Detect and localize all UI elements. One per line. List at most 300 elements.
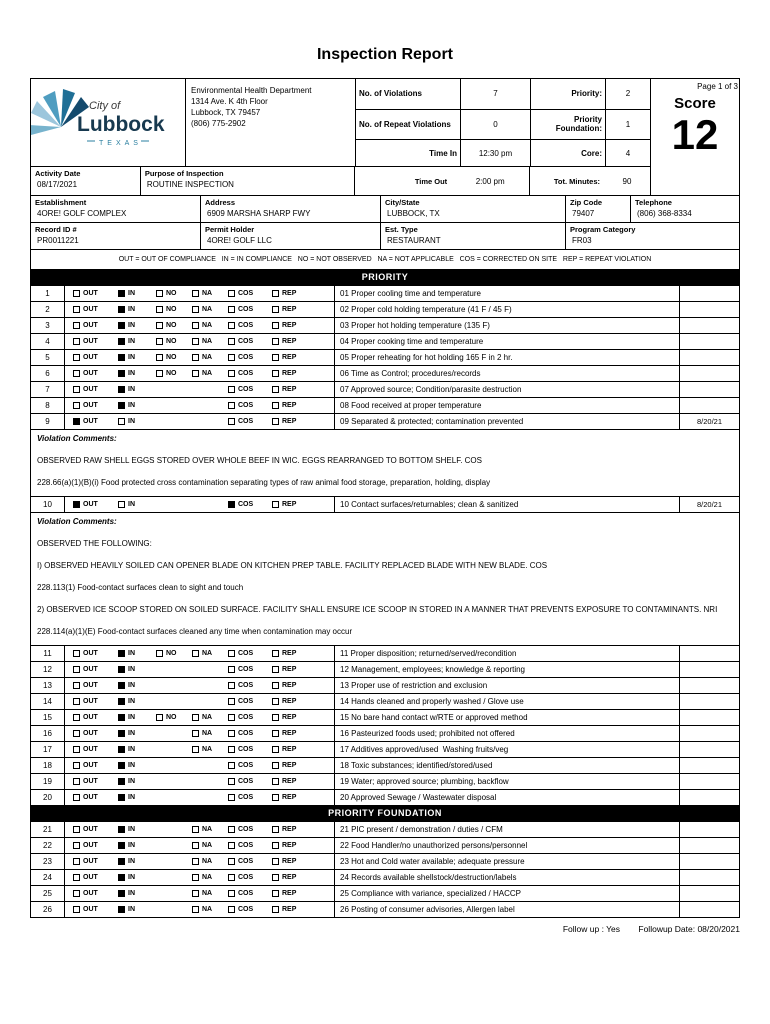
permit-holder-label: Permit Holder bbox=[205, 225, 255, 234]
est-type-cell bbox=[381, 223, 566, 249]
item-description: 22 Food Handler/no unauthorized persons/personnel bbox=[340, 841, 528, 850]
checkbox-na[interactable] bbox=[192, 858, 199, 865]
time-out-label: Time Out bbox=[414, 176, 448, 186]
checkbox-label-na: NA bbox=[202, 826, 213, 833]
checkbox-in[interactable] bbox=[118, 650, 125, 657]
checkbox-slot-rep bbox=[272, 338, 312, 345]
checkbox-out[interactable] bbox=[73, 778, 80, 785]
checkbox-slot-cos bbox=[228, 682, 272, 689]
department-info bbox=[186, 79, 356, 166]
item-checkboxes bbox=[65, 774, 335, 789]
checkbox-label-out: OUT bbox=[83, 418, 98, 425]
checkbox-label-in: IN bbox=[128, 874, 135, 881]
checkbox-slot-in bbox=[118, 778, 156, 785]
inspection-item-row-8 bbox=[31, 397, 739, 413]
checkbox-slot-cos bbox=[228, 746, 272, 753]
checkbox-out[interactable] bbox=[73, 890, 80, 897]
record-id-label: Record ID # bbox=[35, 225, 77, 234]
checkbox-label-out: OUT bbox=[83, 858, 98, 865]
checkbox-rep[interactable] bbox=[272, 794, 279, 801]
checkbox-cos[interactable] bbox=[228, 306, 235, 313]
checkbox-rep[interactable] bbox=[272, 338, 279, 345]
checkbox-slot-no bbox=[156, 650, 192, 657]
item-correction-date bbox=[679, 398, 739, 413]
checkbox-in[interactable] bbox=[118, 874, 125, 881]
checkbox-label-out: OUT bbox=[83, 338, 98, 345]
checkbox-in[interactable] bbox=[118, 322, 125, 329]
report-table bbox=[30, 78, 740, 918]
checkbox-cos[interactable] bbox=[228, 746, 235, 753]
followup-date: Followup Date: 08/20/2021 bbox=[638, 924, 740, 934]
checkbox-in[interactable] bbox=[118, 290, 125, 297]
item-checkboxes bbox=[65, 497, 335, 512]
checkbox-label-cos: COS bbox=[238, 890, 254, 897]
checkbox-rep[interactable] bbox=[272, 650, 279, 657]
checkbox-label-na: NA bbox=[202, 370, 213, 377]
checkbox-slot-cos bbox=[228, 666, 272, 673]
checkbox-out[interactable] bbox=[73, 698, 80, 705]
checkbox-slot-out bbox=[73, 306, 118, 313]
checkbox-rep[interactable] bbox=[272, 354, 279, 361]
checkbox-in[interactable] bbox=[118, 794, 125, 801]
checkbox-in[interactable] bbox=[118, 890, 125, 897]
checkbox-out[interactable] bbox=[73, 874, 80, 881]
checkbox-slot-out bbox=[73, 842, 118, 849]
item-description: 13 Proper use of restriction and exclusion bbox=[340, 681, 488, 690]
inspection-item-row-13 bbox=[31, 677, 739, 693]
inspection-item-row-25 bbox=[31, 885, 739, 901]
permit-holder-cell bbox=[201, 223, 381, 249]
item-correction-date bbox=[679, 382, 739, 397]
checkbox-out[interactable] bbox=[73, 762, 80, 769]
checkbox-label-rep: REP bbox=[282, 322, 297, 329]
checkbox-cos[interactable] bbox=[228, 778, 235, 785]
checkbox-out[interactable] bbox=[73, 370, 80, 377]
checkbox-cos[interactable] bbox=[228, 402, 235, 409]
checkbox-rep[interactable] bbox=[272, 402, 279, 409]
checkbox-na[interactable] bbox=[192, 290, 199, 297]
score-value: 12 bbox=[671, 111, 719, 158]
checkbox-in[interactable] bbox=[118, 338, 125, 345]
checkbox-out[interactable] bbox=[73, 746, 80, 753]
checkbox-out[interactable] bbox=[73, 666, 80, 673]
inspection-item-row-10 bbox=[31, 496, 739, 512]
checkbox-slot-rep bbox=[272, 682, 312, 689]
checkbox-in[interactable] bbox=[118, 858, 125, 865]
checkbox-slot-out bbox=[73, 418, 118, 425]
core-label: Core: bbox=[531, 140, 606, 166]
checkbox-label-in: IN bbox=[128, 650, 135, 657]
checkbox-cos[interactable] bbox=[228, 714, 235, 721]
item-correction-date bbox=[679, 726, 739, 741]
checkbox-na[interactable] bbox=[192, 842, 199, 849]
checkbox-in[interactable] bbox=[118, 746, 125, 753]
checkbox-out[interactable] bbox=[73, 386, 80, 393]
followup-line bbox=[30, 924, 740, 934]
item-checkboxes bbox=[65, 790, 335, 805]
item-checkboxes bbox=[65, 334, 335, 349]
checkbox-rep[interactable] bbox=[272, 666, 279, 673]
checkbox-cos[interactable] bbox=[228, 794, 235, 801]
checkbox-cos[interactable] bbox=[228, 874, 235, 881]
checkbox-na[interactable] bbox=[192, 826, 199, 833]
item-number: 12 bbox=[31, 662, 65, 677]
item-correction-date bbox=[679, 758, 739, 773]
checkbox-out[interactable] bbox=[73, 730, 80, 737]
checkbox-label-in: IN bbox=[128, 730, 135, 737]
zip-code-value: 79407 bbox=[572, 209, 595, 218]
checkbox-na[interactable] bbox=[192, 354, 199, 361]
violation-comment-text: 228.66(a)(1)(B)(i) Food protected cross contamination separating types of raw animal food storage, preparation, holding, display bbox=[37, 478, 491, 487]
inspection-item-row-17 bbox=[31, 741, 739, 757]
checkbox-cos[interactable] bbox=[228, 842, 235, 849]
checkbox-na[interactable] bbox=[192, 306, 199, 313]
item-number: 7 bbox=[31, 382, 65, 397]
checkbox-cos[interactable] bbox=[228, 338, 235, 345]
checkbox-na[interactable] bbox=[192, 650, 199, 657]
checkbox-rep[interactable] bbox=[272, 501, 279, 508]
checkbox-slot-na bbox=[192, 370, 228, 377]
checkbox-slot-out bbox=[73, 714, 118, 721]
checkbox-out[interactable] bbox=[73, 501, 80, 508]
checkbox-label-na: NA bbox=[202, 338, 213, 345]
inspection-item-row-1 bbox=[31, 285, 739, 301]
checkbox-label-no: NO bbox=[166, 290, 177, 297]
checkbox-out[interactable] bbox=[73, 826, 80, 833]
checkbox-rep[interactable] bbox=[272, 730, 279, 737]
checkbox-out[interactable] bbox=[73, 794, 80, 801]
page-number-label: Page 1 of 3 bbox=[697, 82, 738, 91]
checkbox-cos[interactable] bbox=[228, 906, 235, 913]
checkbox-cos[interactable] bbox=[228, 650, 235, 657]
checkbox-in[interactable] bbox=[118, 354, 125, 361]
checkbox-rep[interactable] bbox=[272, 418, 279, 425]
checkbox-rep[interactable] bbox=[272, 682, 279, 689]
checkbox-cos[interactable] bbox=[228, 354, 235, 361]
checkbox-rep[interactable] bbox=[272, 322, 279, 329]
checkbox-in[interactable] bbox=[118, 306, 125, 313]
item-correction-date bbox=[679, 710, 739, 725]
checkbox-out[interactable] bbox=[73, 418, 80, 425]
total-minutes-cell bbox=[530, 167, 650, 195]
checkbox-slot-na bbox=[192, 714, 228, 721]
item-number: 17 bbox=[31, 742, 65, 757]
checkbox-cos[interactable] bbox=[228, 290, 235, 297]
total-minutes-label: Tot. Minutes: bbox=[553, 176, 600, 186]
item-description: 09 Separated & protected; contamination prevented bbox=[340, 417, 524, 426]
violations-value: 7 bbox=[461, 79, 531, 109]
checkbox-na[interactable] bbox=[192, 338, 199, 345]
priority-label: Priority: bbox=[531, 79, 606, 109]
checkbox-label-na: NA bbox=[202, 322, 213, 329]
checkbox-label-rep: REP bbox=[282, 858, 297, 865]
checkbox-no[interactable] bbox=[156, 338, 163, 345]
checkbox-out[interactable] bbox=[73, 290, 80, 297]
checkbox-rep[interactable] bbox=[272, 762, 279, 769]
item-number: 25 bbox=[31, 886, 65, 901]
checkbox-out[interactable] bbox=[73, 354, 80, 361]
checkbox-rep[interactable] bbox=[272, 906, 279, 913]
checkbox-cos[interactable] bbox=[228, 322, 235, 329]
checkbox-cos[interactable] bbox=[228, 666, 235, 673]
checkbox-na[interactable] bbox=[192, 890, 199, 897]
checkbox-out[interactable] bbox=[73, 322, 80, 329]
checkbox-slot-rep bbox=[272, 826, 312, 833]
checkbox-in[interactable] bbox=[118, 501, 125, 508]
checkbox-slot-rep bbox=[272, 762, 312, 769]
checkbox-slot-cos bbox=[228, 322, 272, 329]
checkbox-out[interactable] bbox=[73, 650, 80, 657]
inspection-item-row-14 bbox=[31, 693, 739, 709]
checkbox-slot-rep bbox=[272, 418, 312, 425]
checkbox-label-na: NA bbox=[202, 858, 213, 865]
checkbox-na[interactable] bbox=[192, 730, 199, 737]
checkbox-label-rep: REP bbox=[282, 354, 297, 361]
checkbox-cos[interactable] bbox=[228, 730, 235, 737]
item-description: 03 Proper hot holding temperature (135 F) bbox=[340, 321, 490, 330]
checkbox-in[interactable] bbox=[118, 826, 125, 833]
checkbox-cos[interactable] bbox=[228, 698, 235, 705]
checkbox-label-out: OUT bbox=[83, 778, 98, 785]
checkbox-out[interactable] bbox=[73, 858, 80, 865]
checkbox-slot-no bbox=[156, 290, 192, 297]
checkbox-cos[interactable] bbox=[228, 682, 235, 689]
checkbox-slot-out bbox=[73, 906, 118, 913]
checkbox-rep[interactable] bbox=[272, 858, 279, 865]
inspection-item-row-21 bbox=[31, 821, 739, 837]
checkbox-slot-rep bbox=[272, 501, 312, 508]
department-phone: (806) 775-2902 bbox=[191, 119, 246, 128]
checkbox-slot-in bbox=[118, 682, 156, 689]
checkbox-slot-out bbox=[73, 290, 118, 297]
repeat-violations-label: No. of Repeat Violations bbox=[356, 110, 461, 140]
checkbox-slot-cos bbox=[228, 418, 272, 425]
checkbox-label-in: IN bbox=[128, 714, 135, 721]
checkbox-na[interactable] bbox=[192, 714, 199, 721]
logo-lubbock-text: Lubbock bbox=[77, 113, 165, 136]
checkbox-label-cos: COS bbox=[238, 338, 254, 345]
checkbox-label-in: IN bbox=[128, 386, 135, 393]
checkbox-rep[interactable] bbox=[272, 890, 279, 897]
item-checkboxes bbox=[65, 822, 335, 837]
checkbox-slot-cos bbox=[228, 906, 272, 913]
address-cell bbox=[201, 196, 381, 222]
item-description: 11 Proper disposition; returned/served/recondition bbox=[340, 649, 517, 658]
checkbox-no[interactable] bbox=[156, 322, 163, 329]
checkbox-label-rep: REP bbox=[282, 290, 297, 297]
checkbox-label-rep: REP bbox=[282, 714, 297, 721]
checkbox-slot-na bbox=[192, 730, 228, 737]
checkbox-out[interactable] bbox=[73, 906, 80, 913]
item-checkboxes bbox=[65, 710, 335, 725]
inspection-item-row-26 bbox=[31, 901, 739, 917]
checkbox-cos[interactable] bbox=[228, 826, 235, 833]
checkbox-label-in: IN bbox=[128, 290, 135, 297]
checkbox-na[interactable] bbox=[192, 322, 199, 329]
checkbox-in[interactable] bbox=[118, 778, 125, 785]
item-correction-date: 8/20/21 bbox=[679, 497, 739, 512]
checkbox-in[interactable] bbox=[118, 906, 125, 913]
checkbox-in[interactable] bbox=[118, 682, 125, 689]
checkbox-rep[interactable] bbox=[272, 698, 279, 705]
checkbox-cos[interactable] bbox=[228, 858, 235, 865]
item-number: 3 bbox=[31, 318, 65, 333]
checkbox-rep[interactable] bbox=[272, 386, 279, 393]
checkbox-na[interactable] bbox=[192, 906, 199, 913]
checkbox-cos[interactable] bbox=[228, 890, 235, 897]
checkbox-label-cos: COS bbox=[238, 370, 254, 377]
department-address-line1: 1314 Ave. K 4th Floor bbox=[191, 97, 268, 106]
checkbox-no[interactable] bbox=[156, 306, 163, 313]
checkbox-label-in: IN bbox=[128, 762, 135, 769]
item-checkboxes bbox=[65, 366, 335, 381]
checkbox-slot-cos bbox=[228, 698, 272, 705]
checkbox-in[interactable] bbox=[118, 402, 125, 409]
checkbox-slot-rep bbox=[272, 386, 312, 393]
checkbox-cos[interactable] bbox=[228, 501, 235, 508]
checkbox-slot-rep bbox=[272, 698, 312, 705]
checkbox-label-rep: REP bbox=[282, 746, 297, 753]
checkbox-rep[interactable] bbox=[272, 290, 279, 297]
checkbox-out[interactable] bbox=[73, 714, 80, 721]
checkbox-label-rep: REP bbox=[282, 386, 297, 393]
checkbox-in[interactable] bbox=[118, 714, 125, 721]
item-description: 19 Water; approved source; plumbing, backflow bbox=[340, 777, 509, 786]
checkbox-no[interactable] bbox=[156, 650, 163, 657]
item-number: 23 bbox=[31, 854, 65, 869]
inspection-sections bbox=[31, 269, 739, 917]
checkbox-in[interactable] bbox=[118, 842, 125, 849]
program-category-value: FR03 bbox=[572, 236, 592, 245]
violation-comment-text: 228.113(1) Food-contact surfaces clean to sight and touch bbox=[37, 583, 244, 592]
checkbox-slot-rep bbox=[272, 858, 312, 865]
violation-comment-text: OBSERVED THE FOLLOWING: bbox=[37, 539, 152, 548]
violation-comments-label: Violation Comments: bbox=[37, 434, 117, 443]
checkbox-rep[interactable] bbox=[272, 306, 279, 313]
checkbox-in[interactable] bbox=[118, 666, 125, 673]
checkbox-slot-in bbox=[118, 386, 156, 393]
checkbox-slot-no bbox=[156, 370, 192, 377]
checkbox-in[interactable] bbox=[118, 370, 125, 377]
checkbox-slot-in bbox=[118, 874, 156, 881]
item-correction-date bbox=[679, 678, 739, 693]
checkbox-cos[interactable] bbox=[228, 370, 235, 377]
item-number: 16 bbox=[31, 726, 65, 741]
checkbox-in[interactable] bbox=[118, 698, 125, 705]
checkbox-out[interactable] bbox=[73, 682, 80, 689]
item-description: 24 Records available shellstock/destruction/labels bbox=[340, 873, 517, 882]
establishment-row bbox=[31, 195, 739, 222]
checkbox-slot-in bbox=[118, 842, 156, 849]
checkbox-cos[interactable] bbox=[228, 386, 235, 393]
checkbox-slot-rep bbox=[272, 714, 312, 721]
item-number: 26 bbox=[31, 902, 65, 917]
checkbox-slot-cos bbox=[228, 826, 272, 833]
checkbox-slot-rep bbox=[272, 402, 312, 409]
checkbox-label-in: IN bbox=[128, 794, 135, 801]
inspection-item-row-15 bbox=[31, 709, 739, 725]
item-correction-date bbox=[679, 902, 739, 917]
checkbox-in[interactable] bbox=[118, 762, 125, 769]
checkbox-slot-rep bbox=[272, 370, 312, 377]
purpose-value: ROUTINE INSPECTION bbox=[146, 180, 234, 189]
checkbox-out[interactable] bbox=[73, 842, 80, 849]
est-type-label: Est. Type bbox=[385, 225, 418, 234]
item-number: 21 bbox=[31, 822, 65, 837]
checkbox-rep[interactable] bbox=[272, 778, 279, 785]
checkbox-out[interactable] bbox=[73, 306, 80, 313]
checkbox-rep[interactable] bbox=[272, 842, 279, 849]
checkbox-label-in: IN bbox=[128, 354, 135, 361]
checkbox-out[interactable] bbox=[73, 338, 80, 345]
checkbox-no[interactable] bbox=[156, 354, 163, 361]
checkbox-slot-cos bbox=[228, 501, 272, 508]
checkbox-no[interactable] bbox=[156, 370, 163, 377]
checkbox-label-na: NA bbox=[202, 290, 213, 297]
checkbox-in[interactable] bbox=[118, 418, 125, 425]
checkbox-no[interactable] bbox=[156, 290, 163, 297]
department-address-line2: Lubbock, TX 79457 bbox=[191, 108, 261, 117]
checkbox-label-out: OUT bbox=[83, 322, 98, 329]
checkbox-na[interactable] bbox=[192, 874, 199, 881]
checkbox-label-rep: REP bbox=[282, 650, 297, 657]
checkbox-slot-cos bbox=[228, 402, 272, 409]
checkbox-in[interactable] bbox=[118, 386, 125, 393]
checkbox-label-out: OUT bbox=[83, 890, 98, 897]
checkbox-label-rep: REP bbox=[282, 666, 297, 673]
checkbox-slot-rep bbox=[272, 874, 312, 881]
checkbox-rep[interactable] bbox=[272, 874, 279, 881]
item-number: 10 bbox=[31, 497, 65, 512]
city-state-label: City/State bbox=[385, 198, 420, 207]
inspection-item-row-16 bbox=[31, 725, 739, 741]
checkbox-slot-out bbox=[73, 650, 118, 657]
checkbox-cos[interactable] bbox=[228, 762, 235, 769]
item-correction-date bbox=[679, 662, 739, 677]
checkbox-no[interactable] bbox=[156, 714, 163, 721]
checkbox-rep[interactable] bbox=[272, 370, 279, 377]
telephone-cell bbox=[631, 196, 739, 222]
checkbox-label-cos: COS bbox=[238, 906, 254, 913]
checkbox-slot-in bbox=[118, 730, 156, 737]
establishment-value: 4ORE! GOLF COMPLEX bbox=[37, 209, 127, 218]
checkbox-out[interactable] bbox=[73, 402, 80, 409]
checkbox-in[interactable] bbox=[118, 730, 125, 737]
checkbox-slot-out bbox=[73, 858, 118, 865]
checkbox-label-out: OUT bbox=[83, 290, 98, 297]
checkbox-label-rep: REP bbox=[282, 418, 297, 425]
item-correction-date bbox=[679, 302, 739, 317]
checkbox-na[interactable] bbox=[192, 746, 199, 753]
checkbox-rep[interactable] bbox=[272, 826, 279, 833]
checkbox-cos[interactable] bbox=[228, 418, 235, 425]
core-value: 4 bbox=[625, 148, 631, 158]
checkbox-label-out: OUT bbox=[83, 794, 98, 801]
checkbox-rep[interactable] bbox=[272, 746, 279, 753]
checkbox-label-in: IN bbox=[128, 746, 135, 753]
item-checkboxes bbox=[65, 886, 335, 901]
checkbox-label-no: NO bbox=[166, 714, 177, 721]
checkbox-slot-in bbox=[118, 370, 156, 377]
checkbox-slot-rep bbox=[272, 746, 312, 753]
item-checkboxes bbox=[65, 854, 335, 869]
inspection-item-row-23 bbox=[31, 853, 739, 869]
checkbox-na[interactable] bbox=[192, 370, 199, 377]
city-of-lubbock-logo bbox=[31, 79, 186, 166]
item-number: 20 bbox=[31, 790, 65, 805]
checkbox-rep[interactable] bbox=[272, 714, 279, 721]
checkbox-label-cos: COS bbox=[238, 762, 254, 769]
